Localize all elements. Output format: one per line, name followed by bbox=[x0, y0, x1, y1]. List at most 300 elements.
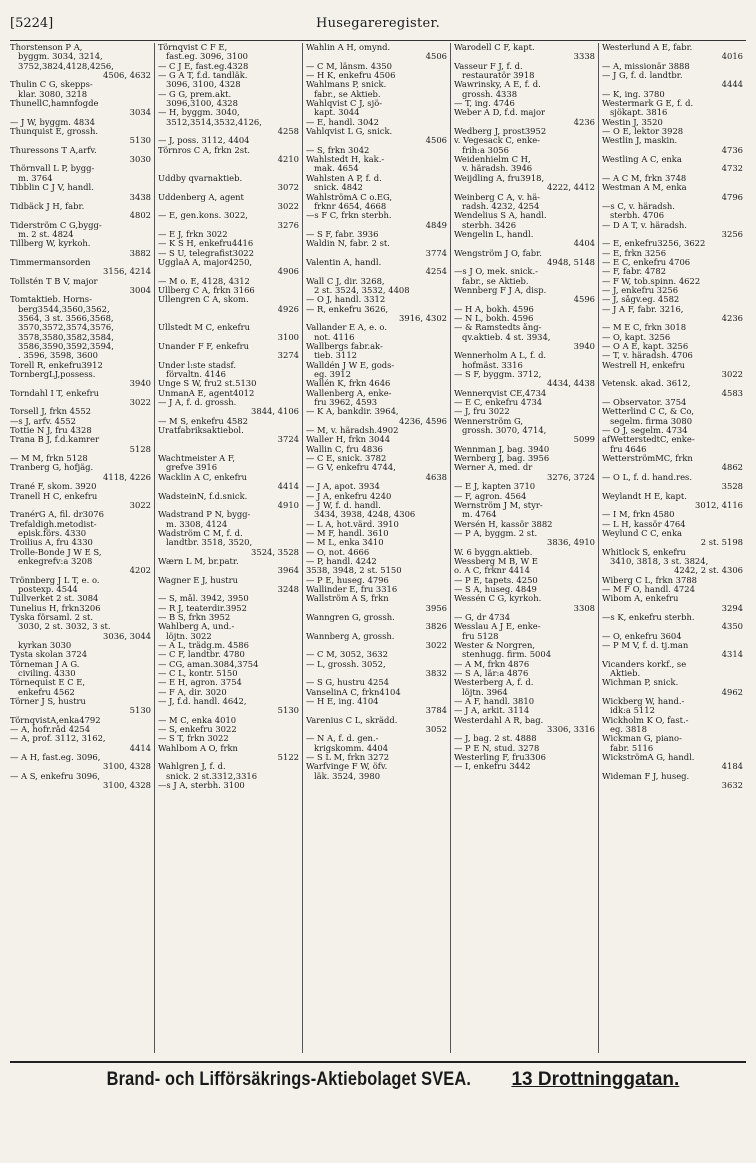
register-entry-line: Tranell H C, enkefru bbox=[10, 491, 98, 501]
page-number: [5224] bbox=[10, 16, 54, 31]
register-entry-line: Uratfabriksaktiebol. bbox=[158, 426, 244, 436]
register-entry-line: — L H, kassör 4764 bbox=[602, 519, 686, 529]
register-entry-line: Trané F, skom. 3920 bbox=[10, 482, 97, 492]
register-entry-line: Westerberg A, f. d. bbox=[454, 678, 534, 688]
register-entry-line: Waller H, frkn 3044 bbox=[306, 435, 391, 445]
register-entry-line: Wedberg J, prost3952 bbox=[454, 127, 547, 137]
register-entry-line: 3096, 3100, 4328 bbox=[166, 80, 241, 90]
register-entry-line: — C E, snick. 3782 bbox=[306, 454, 387, 464]
register-entry-line: Tysta skolan 3724 bbox=[10, 650, 88, 660]
register-entry-line: — G G, prem.akt. bbox=[158, 89, 232, 99]
register-entry-line: 4506 bbox=[425, 136, 447, 146]
register-entry-line: Wannberg A, grossh. bbox=[306, 631, 395, 641]
register-entry-line: 3274 bbox=[277, 351, 299, 361]
register-entry-line: — O, kapt. 3256 bbox=[602, 332, 671, 342]
register-entry-line: Wickholm K O, fast.- bbox=[602, 715, 689, 725]
register-entry-line: Wallbergs fabr.ak- bbox=[306, 342, 383, 351]
register-entry-line: grossh. 3070, 4714, bbox=[462, 426, 547, 436]
register-entry-line: Wennman J, bag. 3940 bbox=[454, 444, 550, 454]
register-entry-line: — & Ramstedts ång- bbox=[454, 323, 542, 333]
register-entry-line: Westrell H, enkefru bbox=[602, 360, 686, 370]
register-entry-line: 4404 bbox=[573, 239, 595, 249]
register-entry-line: TornbergLJ,possess. bbox=[10, 370, 96, 380]
register-entry-line: segelm. firma 3080 bbox=[610, 416, 693, 426]
register-entry-line: — E C, enkefru 4706 bbox=[602, 257, 691, 267]
register-entry-line: kapt. 3044 bbox=[314, 108, 360, 118]
register-entry-line: 3836, 4910 bbox=[547, 538, 595, 548]
register-entry-line: sterbh. 3426 bbox=[462, 220, 517, 230]
register-entry-line: — G, dr 4734 bbox=[454, 612, 511, 622]
register-entry-line: Waldin N, fabr. 2 st. bbox=[306, 239, 390, 249]
register-entry-line: 3956 bbox=[425, 603, 447, 613]
register-entry-line: Westerdahl A R, bag. bbox=[454, 715, 544, 725]
register-entry-line: — M F, handl. 3610 bbox=[306, 528, 389, 538]
register-entry-line: 3100, 4328 bbox=[103, 781, 151, 791]
register-entry-line: 3096,3100, 4328 bbox=[166, 99, 238, 109]
register-entry-line: Uddenberg A, agent bbox=[158, 192, 244, 202]
register-entry-line: 4242, 2 st. 4306 bbox=[674, 566, 743, 576]
register-entry-line bbox=[158, 164, 299, 173]
register-entry-line: 4862 bbox=[721, 463, 743, 473]
register-entry-line: — A, prof. 3112, 3162, bbox=[10, 734, 106, 744]
register-entry-line: Westerlund A E, fabr. bbox=[602, 43, 693, 52]
register-entry-line: 3072 bbox=[277, 183, 299, 193]
register-entry-line: — S G, hustru 4254 bbox=[306, 678, 389, 688]
ad-company-name: Brand- och Lifförsäkrings-Aktiebolaget SVEA. bbox=[106, 1069, 471, 1090]
register-entry-line bbox=[158, 445, 299, 454]
register-entry-line: 3538, 3948, 2 st. 5150 bbox=[306, 566, 402, 576]
register-entry-line: — E, gen.kons. 3022, bbox=[158, 211, 248, 221]
register-entry-line: 3964 bbox=[277, 566, 299, 576]
register-entry-line: W. 6 byggn.aktieb. bbox=[454, 547, 533, 557]
register-entry-line: Aktieb. bbox=[610, 669, 641, 679]
register-entry-line: — M o. E, 4128, 4312 bbox=[158, 276, 250, 286]
register-entry-line: Werner A, med. dr bbox=[454, 463, 533, 473]
register-entry-line: Wahlbom A O, frkn bbox=[158, 743, 238, 753]
register-entry-line: — A H, fast.eg. 3096, bbox=[10, 753, 101, 763]
register-entry-line: — H K, enkefru 4506 bbox=[306, 71, 396, 81]
register-entry-line: Wernström J M, styr- bbox=[454, 500, 543, 510]
register-entry-line: 4849 bbox=[425, 220, 447, 230]
register-entry-line: enkefru 4562 bbox=[18, 687, 75, 697]
register-entry-line: 3524, 3528 bbox=[251, 547, 299, 557]
register-entry-line: — P, handl. 4242 bbox=[306, 556, 377, 566]
register-entry-line: Thunquist E, grossh. bbox=[10, 127, 99, 137]
register-entry-line: 3512,3514,3532,4126, bbox=[166, 117, 262, 127]
register-entry-line: Tollstén T B V, major bbox=[10, 276, 98, 286]
register-entry-line: — A S, enkefru 3096, bbox=[10, 771, 101, 781]
register-entry-line: 3100, 4328 bbox=[103, 762, 151, 772]
register-entry-line: — C F, landtbr. 4780 bbox=[158, 650, 245, 660]
register-entry-line: — E, frkn 3256 bbox=[602, 248, 667, 258]
register-entry-line: Wichman P, snick. bbox=[602, 678, 679, 688]
register-entry-line: 4202 bbox=[129, 566, 151, 576]
register-entry-line: Wessberg M B, W E bbox=[454, 556, 538, 566]
register-entry-line: 3940 bbox=[573, 342, 595, 351]
register-entry-line: Westman A M, enka bbox=[602, 183, 687, 193]
register-column-4 bbox=[450, 43, 598, 1053]
register-entry-line: hofmäst. 3316 bbox=[462, 360, 523, 370]
register-entry-line: — O, enkefru 3604 bbox=[602, 631, 682, 641]
register-entry-line: 3832 bbox=[425, 669, 447, 679]
register-entry-line: 3022 bbox=[129, 500, 151, 510]
register-entry-line: Weijdling A, fru3918, bbox=[454, 173, 545, 183]
register-entry-line: Wahlin A H, omynd. bbox=[306, 43, 391, 52]
register-entry-line: — M S, enkefru 4582 bbox=[158, 416, 248, 426]
register-entry-line: läk. 3524, 3980 bbox=[314, 771, 381, 781]
register-entry-line: eg. 3912 bbox=[314, 370, 351, 380]
register-entry-line: —s K, enkefru sterbh. bbox=[602, 612, 695, 622]
register-entry-line: Whitlock S, enkefru bbox=[602, 547, 686, 557]
register-entry-line: — M F O, handl. 4724 bbox=[602, 584, 695, 594]
register-entry-line: 4732 bbox=[721, 164, 743, 174]
register-entry-line: Thuressons T A,arfv. bbox=[10, 145, 97, 155]
register-entry-line: WadsteinN, f.d.snick. bbox=[158, 491, 248, 501]
register-entry-line: fabr., se Aktieb. bbox=[462, 276, 529, 286]
register-entry-line: — F W, tob.spinn. 4622 bbox=[602, 276, 701, 286]
register-entry-line: krigskomm. 4404 bbox=[314, 743, 389, 753]
register-entry-line: Törnros C A, frkn 2st. bbox=[158, 145, 251, 155]
register-entry-line: 4314 bbox=[721, 650, 743, 660]
register-entry-line: m. 2 st. 4824 bbox=[18, 229, 74, 239]
register-entry-line: — O E, lektor 3928 bbox=[602, 127, 684, 137]
register-entry-line: 3916, 4302 bbox=[399, 313, 447, 323]
register-entry-line: — E H, agron. 3754 bbox=[158, 678, 242, 688]
register-entry-line: Warfvinge F W, öfv. bbox=[306, 762, 388, 772]
register-entry-line: Torell R, enkefru3912 bbox=[10, 360, 103, 370]
register-entry-line: snick. 2 st.3312,3316 bbox=[166, 771, 258, 781]
register-entry-line: Wickman G, piano- bbox=[602, 734, 682, 744]
register-entry-line: — B S, frkn 3952 bbox=[158, 612, 231, 622]
register-entry-line: — S A, huseg. 4849 bbox=[454, 584, 537, 594]
register-entry-line: — H A, bokh. 4596 bbox=[454, 304, 534, 314]
register-entry-line: Unander F F, enkefru bbox=[158, 342, 250, 351]
register-entry-line: — A L, trädg.m. 4586 bbox=[158, 641, 249, 650]
header-rule bbox=[10, 40, 746, 41]
register-entry-line: —s F C, frkn sterbh. bbox=[306, 211, 392, 221]
register-entry-line: not. 4116 bbox=[314, 332, 355, 342]
register-entry-line: 5130 bbox=[277, 706, 299, 716]
register-entry-line: 4736 bbox=[721, 145, 743, 155]
register-entry-line: Ullberg C A, frkn 3166 bbox=[158, 285, 255, 295]
register-entry-line: Tottie N J, fru 4328 bbox=[10, 426, 92, 436]
register-entry-line: Wahlmans P, snick. bbox=[306, 80, 387, 90]
register-entry-line: Törneman J A G. bbox=[10, 659, 80, 669]
register-entry-line: — J A, f. d. grossh. bbox=[158, 398, 237, 408]
register-entry-line: — O J, segelm. 4734 bbox=[602, 426, 688, 436]
register-entry-line: Wahlqvist C J, sjö- bbox=[306, 99, 383, 109]
register-entry-line: Wall C J, dir. 3268, bbox=[306, 276, 385, 286]
register-entry-line: 4414 bbox=[277, 482, 299, 492]
register-entry-line: 5099 bbox=[573, 435, 595, 445]
register-entry-line: Wacklin A C, enkefru bbox=[158, 472, 248, 482]
register-entry-line: Westerling F, fru3306 bbox=[454, 753, 546, 763]
register-entry-line: Wiberg C L, frkn 3788 bbox=[602, 575, 697, 585]
register-entry-line: sterbh. 4706 bbox=[610, 211, 665, 221]
register-entry-line: — R, enkefru 3626, bbox=[306, 304, 389, 314]
register-entry-line: Wengström J O, fabr. bbox=[454, 248, 542, 258]
register-entry-line: Weber A D, f.d. major bbox=[454, 108, 546, 118]
register-entry-line: 4222, 4412 bbox=[547, 183, 595, 193]
register-entry-line: — J G, f. d. landtbr. bbox=[602, 71, 683, 81]
register-entry-line: — P A, byggm. 2 st. bbox=[454, 528, 538, 538]
register-entry-line: — A, missionär 3888 bbox=[602, 61, 690, 71]
register-entry-line: — C M, länsm. 4350 bbox=[306, 61, 392, 71]
register-entry-line: Torndahl I T, enkefru bbox=[10, 388, 99, 398]
register-entry-line: — M E C, frkn 3018 bbox=[602, 323, 687, 333]
register-entry-line: — K S H, enkefru4416 bbox=[158, 239, 254, 249]
register-entry-line: 2 st. 3524, 3532, 4408 bbox=[314, 285, 410, 295]
register-entry-line: Wetterlind C C, & Co, bbox=[602, 407, 695, 417]
register-entry-line: — J W, f. d. handl. bbox=[306, 500, 381, 510]
register-entry-line: postexp. 4544 bbox=[18, 584, 78, 594]
register-entry-line: — C M, 3052, 3632 bbox=[306, 650, 388, 660]
register-entry-line: 4118, 4226 bbox=[103, 472, 151, 482]
register-entry-line: Trolle-Bonde J W E S, bbox=[10, 547, 102, 557]
register-entry-line: — M M, frkn 5128 bbox=[10, 454, 88, 464]
register-entry-line: 5130 bbox=[129, 706, 151, 716]
register-entry-line: 4184 bbox=[721, 762, 743, 772]
register-entry-line: qv.aktieb. 4 st. 3934, bbox=[462, 332, 551, 342]
register-entry-line: 4638 bbox=[425, 472, 447, 482]
register-entry-line: 4506, 4632 bbox=[103, 71, 151, 81]
register-entry-line: Tranberg G, hofjäg. bbox=[10, 463, 94, 473]
register-entry-line: Wickberg W, hand.- bbox=[602, 697, 685, 707]
register-entry-line: Wennberg F J A, disp. bbox=[454, 285, 547, 295]
register-entry-line: — A F, handl. 3810 bbox=[454, 697, 535, 707]
register-entry-line: — J, f.d. handl. 4642, bbox=[158, 697, 247, 707]
register-entry-line: Wærn L M, br.patr. bbox=[158, 556, 239, 566]
register-entry-line: 3276 bbox=[277, 220, 299, 230]
register-entry-line: Vicanders korkf., se bbox=[602, 659, 687, 669]
register-entry-line: 3276, 3724 bbox=[547, 472, 595, 482]
register-entry-line: 5128 bbox=[129, 444, 151, 454]
register-entry-line: fabr. 5116 bbox=[610, 743, 654, 753]
register-entry-line: 3438 bbox=[129, 192, 151, 202]
register-entry-line: Weinberg C A, v. hä- bbox=[454, 192, 541, 202]
register-entry-line: — S, frkn 3042 bbox=[306, 145, 370, 155]
register-entry-line: radsh. 4232, 4254 bbox=[462, 201, 540, 211]
advertisement-banner bbox=[10, 1061, 746, 1091]
register-entry-line: — J A F, fabr. 3216, bbox=[602, 304, 684, 314]
register-entry-line: 4236 bbox=[573, 117, 595, 127]
register-entry-line: — O L, f. d. hand.res. bbox=[602, 472, 692, 482]
register-entry-line: Wendelius S A, handl. bbox=[454, 211, 547, 221]
register-entry-line: Vetensk. akad. 3612, bbox=[602, 379, 691, 389]
register-entry-line: 4926 bbox=[277, 304, 299, 314]
register-entry-line: Tullverket 2 st. 3084 bbox=[10, 594, 99, 604]
register-entry-line: 3248 bbox=[277, 584, 299, 594]
register-entry-line: — S U, telegrafist3022 bbox=[158, 248, 254, 258]
register-entry-line: — A, hofr.råd 4254 bbox=[10, 725, 91, 735]
register-entry-line: — G V, enkefru 4744, bbox=[306, 463, 396, 473]
register-entry-line: berg3544,3560,3562, bbox=[18, 304, 110, 314]
register-entry-line: 3030, 2 st. 3032, 3 st. bbox=[18, 622, 111, 632]
register-entry-line: — O, not. 4666 bbox=[306, 547, 370, 557]
register-entry-line: Warodell C F, kapt. bbox=[454, 43, 535, 52]
register-entry-line: Törnqvist C F E, bbox=[158, 43, 228, 52]
register-entry-line: — S T, frkn 3022 bbox=[158, 734, 229, 744]
register-entry-line: — S A, lär:a 4876 bbox=[454, 669, 529, 679]
register-entry-line: 2 st. 5198 bbox=[700, 538, 743, 548]
register-entry-line: — A C M, frkn 3748 bbox=[602, 173, 687, 183]
register-entry-line: Wallinder E, fru 3316 bbox=[306, 584, 398, 594]
register-entry-line: enkegrefv:a 3208 bbox=[18, 556, 93, 566]
register-entry-line: Thorstenson P A, bbox=[10, 43, 83, 52]
register-entry-line: Vallander E A, e. o. bbox=[306, 323, 387, 333]
register-entry-line: UnmanA E, agent4012 bbox=[158, 388, 255, 398]
register-entry-line: 4962 bbox=[721, 687, 743, 697]
register-entry-line: m. 3308, 4124 bbox=[166, 519, 228, 529]
register-entry-line: fru 3962, 4593 bbox=[314, 398, 378, 408]
register-entry-line: frknr 4654, 4668 bbox=[314, 201, 387, 211]
register-entry-line: 4506 bbox=[425, 52, 447, 62]
register-entry-line: 3410, 3818, 3 st. 3824, bbox=[610, 556, 709, 566]
register-entry-line: Unge S W, fru2 st.5130 bbox=[158, 379, 257, 389]
register-entry-line: 3036, 3044 bbox=[103, 631, 151, 641]
register-entry-line: — N L, bokh. 4596 bbox=[454, 313, 534, 323]
register-entry-line: Törnequist E C E, bbox=[10, 678, 86, 688]
register-entry-line: löjtn. 3964 bbox=[462, 687, 508, 697]
register-entry-line: grefve 3916 bbox=[166, 463, 218, 473]
register-entry-line: fast.eg. 3096, 3100 bbox=[166, 52, 249, 62]
register-entry-line: 3256 bbox=[721, 229, 743, 239]
register-entry-line: — N A, f. d. gen.- bbox=[306, 734, 379, 744]
register-entry-line: —s J, arfv. 4552 bbox=[10, 416, 76, 426]
register-entry-line: Wessén C G, kyrkoh. bbox=[454, 594, 542, 604]
register-entry-line: 3752,3824,4128,4256, bbox=[18, 61, 114, 71]
register-entry-line: 3632 bbox=[721, 781, 743, 791]
register-entry-line: — P M V, f. d. tj.man bbox=[602, 641, 689, 650]
register-entry-line: fru 5128 bbox=[462, 631, 499, 641]
register-entry-line: — J A, apot. 3934 bbox=[306, 482, 380, 492]
register-entry-line: Wanngren G, grossh. bbox=[306, 612, 395, 622]
register-entry-line: — J, fru 3022 bbox=[454, 407, 510, 417]
ad-address: 13 Drottninggatan. bbox=[511, 1069, 680, 1090]
register-entry-line: — R J, teaterdir.3952 bbox=[158, 603, 247, 613]
register-entry-line: ThunellC,hamnfogde bbox=[10, 99, 99, 109]
register-entry-line: kyrkan 3030 bbox=[18, 641, 72, 650]
register-entry-line: — F, agron. 4564 bbox=[454, 491, 527, 501]
register-column-2 bbox=[154, 43, 302, 1053]
register-entry-line: — F A, dir. 3020 bbox=[158, 687, 227, 697]
register-entry-line: — Observator. 3754 bbox=[602, 398, 687, 408]
register-entry-line: m. 3764 bbox=[18, 173, 53, 183]
register-entry-line: WahlströmA C o.EG, bbox=[306, 192, 393, 202]
register-entry-line: — J W, byggm. 4834 bbox=[10, 117, 95, 127]
register-columns bbox=[10, 43, 746, 1053]
register-entry-line: Wallén K, frkn 4646 bbox=[306, 379, 391, 389]
register-entry-line: Wadström C M, f. d. bbox=[158, 528, 243, 538]
register-entry-line: 3564, 3 st. 3566,3568, bbox=[18, 313, 114, 323]
register-entry-line: 4258 bbox=[277, 127, 299, 137]
register-entry-line: 4802 bbox=[129, 211, 151, 221]
register-entry-line: afWetterstedtC, enke- bbox=[602, 435, 695, 445]
register-entry-line: 3294 bbox=[721, 603, 743, 613]
register-entry-line: — P E N, stud. 3278 bbox=[454, 743, 540, 753]
register-entry-line: Ullstedt M C, enkefru bbox=[158, 323, 250, 333]
register-entry-line: Wahlgren J, f. d. bbox=[158, 762, 226, 772]
register-column-1 bbox=[10, 43, 154, 1053]
register-entry-line bbox=[158, 314, 299, 323]
register-entry-line: Weylund C C, enka bbox=[602, 528, 683, 538]
register-entry-line: byggm. 3034, 3214, bbox=[18, 52, 103, 62]
register-entry-line: — E C, enkefru 4734 bbox=[454, 398, 543, 408]
register-entry-line: — I M, frkn 4580 bbox=[602, 510, 675, 520]
register-entry-line: 5130 bbox=[129, 136, 151, 146]
register-entry-line: 3784 bbox=[425, 706, 447, 716]
register-entry-line: 3586,3590,3592,3594, bbox=[18, 342, 114, 351]
register-entry-line: —s J A, sterbh. 3100 bbox=[158, 781, 245, 791]
register-entry-line: 3434, 3938, 4248, 4306 bbox=[314, 510, 416, 520]
register-entry-line: —s J O, mek. snick.- bbox=[454, 267, 538, 277]
register-entry-line: Tibblin C J V, handl. bbox=[10, 183, 94, 193]
register-entry-line: 4444 bbox=[721, 80, 743, 90]
register-entry-line: Tomtaktieb. Horns- bbox=[10, 295, 92, 305]
register-entry-line: Wahlberg A, und.- bbox=[158, 622, 235, 632]
register-entry-line: Ullengren C A, skom. bbox=[158, 295, 249, 305]
register-entry-line: Westlin J, maskin. bbox=[602, 136, 678, 146]
register-entry-line: 4016 bbox=[721, 52, 743, 62]
register-entry-line: frih:a 3056 bbox=[462, 145, 509, 155]
register-entry-line: 4434, 4438 bbox=[547, 379, 595, 389]
register-entry-line: klar. 3080, 3218 bbox=[18, 89, 88, 99]
register-entry-line: — S, enkefru 3022 bbox=[158, 725, 237, 735]
register-entry-line: — CG, aman.3084,3754 bbox=[158, 659, 259, 669]
register-entry-line: Westling A C, enka bbox=[602, 155, 682, 165]
running-title: Husegareregister. bbox=[315, 16, 441, 31]
register-entry-line: 3022 bbox=[129, 398, 151, 408]
register-entry-line: — L A, hot.värd. 3910 bbox=[306, 519, 399, 529]
register-entry-line: Troilius A, fru 4330 bbox=[10, 538, 93, 548]
register-entry-line: — L, grossh. 3052, bbox=[306, 659, 386, 669]
register-entry-line: — M L, enka 3410 bbox=[306, 538, 384, 548]
register-entry-line: — K, ing. 3780 bbox=[602, 89, 665, 99]
register-entry-line: Wawrinsky, A E, f. d. bbox=[454, 80, 541, 90]
register-entry-line: Wideman F J, huseg. bbox=[602, 771, 690, 781]
register-entry-line: fru 4646 bbox=[610, 444, 647, 454]
register-entry-line: 3826 bbox=[425, 622, 447, 632]
register-entry-line: snick. 4842 bbox=[314, 183, 363, 193]
register-entry-line: — O A E, kapt. 3256 bbox=[602, 342, 689, 351]
register-entry-line: 3004 bbox=[129, 285, 151, 295]
register-entry-line: Wahlsten A P, f. d. bbox=[306, 173, 382, 183]
register-entry-line: 4350 bbox=[721, 622, 743, 632]
register-entry-line: Torsell J, frkn 4552 bbox=[10, 407, 91, 417]
register-entry-line: Wesslau A J E, enke- bbox=[454, 622, 541, 632]
register-entry-line: TranérG A, fil. dr3076 bbox=[10, 510, 104, 520]
register-entry-line: — J, bag. 2 st. 4888 bbox=[454, 734, 537, 744]
register-entry-line: — M C, enka 4010 bbox=[158, 715, 237, 725]
register-entry-line: Under l:ste stadsf. bbox=[158, 360, 236, 370]
register-column-3 bbox=[302, 43, 450, 1053]
register-entry-line: 3940 bbox=[129, 379, 151, 389]
register-entry-line: grossh. 4338 bbox=[462, 89, 518, 99]
register-entry-line: Westin J, 3520 bbox=[602, 117, 663, 127]
register-entry-line: — P E, huseg. 4796 bbox=[306, 575, 389, 585]
register-entry-line: Trefaldigh.metodist- bbox=[10, 519, 97, 529]
register-entry-line: Wagner E J, hustru bbox=[158, 575, 239, 585]
register-entry-line: . 3596, 3598, 3600 bbox=[18, 351, 98, 361]
register-entry-line: — I, enkefru 3442 bbox=[454, 762, 531, 772]
register-entry-line: — S F, fabr. 3936 bbox=[306, 229, 379, 239]
register-entry-line: 3724 bbox=[277, 435, 299, 445]
register-entry-line: Weylandt H E, kapt. bbox=[602, 491, 687, 501]
register-entry-line: 3052 bbox=[425, 725, 447, 735]
register-entry-line: Wennerqvist CE,4734 bbox=[454, 388, 547, 398]
register-entry-line: — A M, frkn 4876 bbox=[454, 659, 530, 669]
register-entry-line: — H, byggm. 3040, bbox=[158, 108, 240, 118]
